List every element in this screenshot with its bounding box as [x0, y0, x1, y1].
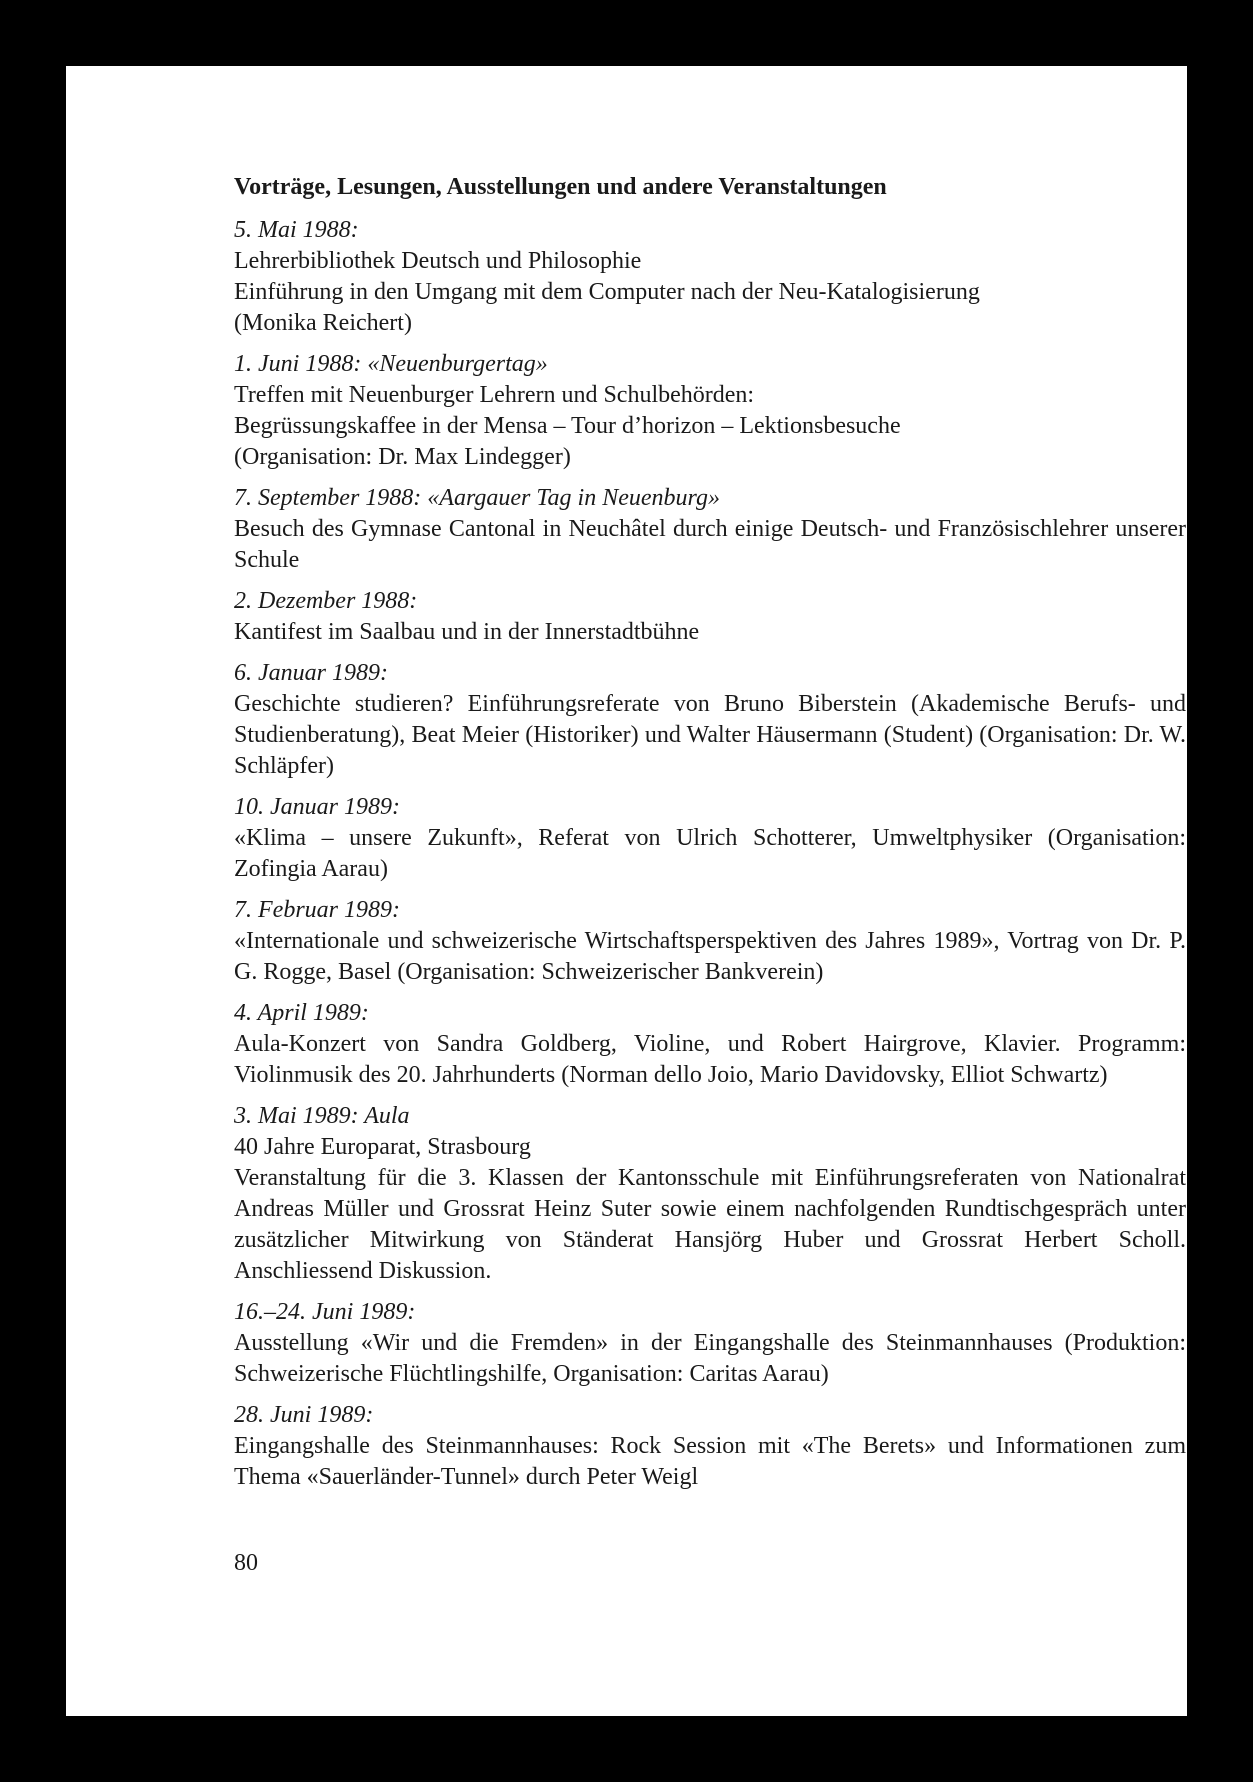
- event-entry: [234, 658, 1186, 782]
- event-date: 28. Juni 1989:: [234, 1402, 374, 1428]
- event-date: 2. Dezember 1988:: [234, 588, 418, 614]
- event-description: Eingangshalle des Steinmannhauses: Rock Session mit «The Berets» und Informationen zum Thema «Sauerländer-Tunnel» durch Peter Weigl: [234, 1433, 1186, 1490]
- page-number: 80: [234, 1550, 258, 1576]
- event-date: 1. Juni 1988: «Neuenburgertag»: [234, 351, 548, 377]
- event-date: 4. April 1989:: [234, 1000, 369, 1026]
- event-line: (Organisation: Dr. Max Lindegger): [234, 444, 571, 470]
- event-line: (Monika Reichert): [234, 310, 412, 336]
- event-entry: [234, 1297, 1186, 1390]
- document-page: [66, 66, 1187, 1716]
- event-entry: [234, 895, 1186, 988]
- event-date: 6. Januar 1989:: [234, 660, 388, 686]
- event-line: Treffen mit Neuenburger Lehrern und Schulbehörden:: [234, 382, 755, 408]
- event-entry: [234, 349, 1186, 473]
- page-content: [234, 172, 1186, 1503]
- event-description: «Internationale und schweizerische Wirtschaftsperspektiven des Jahres 1989», Vortrag von Dr. P. G. Rogge, Basel (Organisation: Schweizerischer Bankverein): [234, 928, 1186, 985]
- event-description: «Klima – unsere Zukunft», Referat von Ulrich Schotterer, Umweltphysiker (Organisation: Zofingia Aarau): [234, 825, 1186, 882]
- event-date: 3. Mai 1989: Aula: [234, 1103, 410, 1129]
- event-description: Ausstellung «Wir und die Fremden» in der Eingangshalle des Steinmannhauses (Produktion: Schweizerische Flüchtlingshilfe, Organisation: Caritas Aarau): [234, 1330, 1186, 1387]
- event-date: 5. Mai 1988:: [234, 217, 359, 243]
- event-entry: [234, 215, 1186, 339]
- event-entry: [234, 792, 1186, 885]
- event-description: Geschichte studieren? Einführungsreferate von Bruno Biberstein (Akademische Berufs- und Studienberatung), Beat Meier (Historiker) und Walter Häusermann (Student) (Organisation: Dr. W. Schläpfer): [234, 691, 1186, 779]
- event-entry: [234, 586, 1186, 648]
- event-description: Veranstaltung für die 3. Klassen der Kantonsschule mit Einführungsreferaten von Nationalrat Andreas Müller und Grossrat Heinz Suter sowie einem nachfolgenden Rundtischgespräch unter zusätzlicher Mitwirkung von Ständerat Hansjörg Huber und Grossrat Herbert Scholl. Anschliessend Diskussion.: [234, 1165, 1186, 1284]
- event-line: Begrüssungskaffee in der Mensa – Tour d’horizon – Lektionsbesuche: [234, 413, 901, 439]
- event-entry: [234, 1101, 1186, 1287]
- event-description: Besuch des Gymnase Cantonal in Neuchâtel durch einige Deutsch- und Französischlehrer unserer Schule: [234, 516, 1186, 573]
- event-entry: [234, 483, 1186, 576]
- event-entry: [234, 998, 1186, 1091]
- event-date: 16.–24. Juni 1989:: [234, 1299, 416, 1325]
- event-line: Kantifest im Saalbau und in der Innerstadtbühne: [234, 619, 700, 645]
- event-entry: [234, 1400, 1186, 1493]
- event-date: 7. September 1988: «Aargauer Tag in Neuenburg»: [234, 485, 720, 511]
- section-heading: Vorträge, Lesungen, Ausstellungen und andere Veranstaltungen: [234, 174, 887, 200]
- event-line: Lehrerbibliothek Deutsch und Philosophie: [234, 248, 642, 274]
- event-description: Aula-Konzert von Sandra Goldberg, Violine, und Robert Hairgrove, Klavier. Programm: Violinmusik des 20. Jahrhunderts (Norman dello Joio, Mario Davidovsky, Elliot Schwartz): [234, 1031, 1186, 1088]
- event-date: 7. Februar 1989:: [234, 897, 400, 923]
- event-line: Einführung in den Umgang mit dem Computer nach der Neu-Katalogisierung: [234, 279, 980, 305]
- event-line: 40 Jahre Europarat, Strasbourg: [234, 1134, 531, 1160]
- event-date: 10. Januar 1989:: [234, 794, 400, 820]
